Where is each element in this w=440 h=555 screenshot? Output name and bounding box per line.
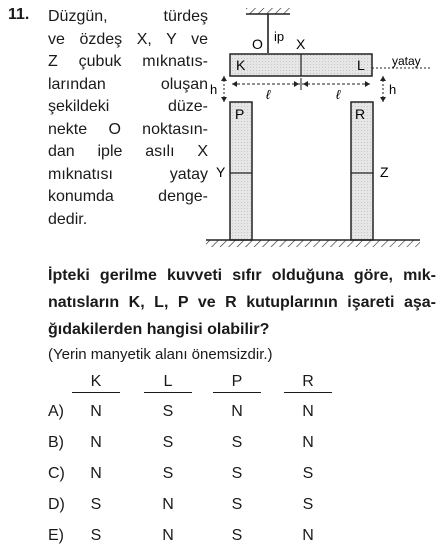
- question-line: dedir.: [48, 210, 88, 228]
- answer-table: [40, 373, 340, 552]
- option-value: S: [231, 496, 243, 513]
- question-line: ve özdeş X, Y ve: [48, 30, 208, 48]
- option-value: S: [302, 496, 314, 513]
- magnet-x: [230, 54, 372, 76]
- option-value: S: [231, 527, 243, 544]
- option-label: A): [48, 403, 64, 420]
- question-line: Z çubuk mıknatıs-: [48, 53, 208, 70]
- question-line: şekildeki düze-: [48, 98, 208, 115]
- column-header-r: R: [284, 373, 332, 393]
- question-line: mıknatısı yatay: [48, 165, 208, 183]
- point-o-label: O: [252, 36, 263, 52]
- length-right-label: ℓ: [336, 87, 341, 102]
- answer-header-row: [40, 373, 340, 397]
- option-value: S: [302, 465, 314, 482]
- gap-h-right-label: h: [389, 82, 397, 97]
- option-value: N: [302, 403, 314, 420]
- question-line: nekte O noktasın-: [48, 120, 208, 138]
- ceiling-support: [246, 8, 290, 14]
- magnet-z: [351, 102, 373, 240]
- rope-label: ip: [274, 29, 285, 44]
- question-text: [48, 6, 208, 231]
- answer-option-a[interactable]: [40, 397, 340, 428]
- option-value: N: [302, 527, 314, 544]
- question-number: 11.: [8, 6, 30, 23]
- prompt-line: natısların K, L, P ve R kutuplarının işareti aşa-: [48, 294, 436, 311]
- gap-h-left-label: h: [210, 82, 218, 97]
- option-label: D): [48, 496, 65, 513]
- option-label: E): [48, 527, 64, 544]
- option-label: C): [48, 465, 65, 482]
- option-value: N: [302, 434, 314, 451]
- magnet-y: [230, 102, 252, 240]
- option-value: N: [162, 496, 174, 513]
- option-value: S: [231, 434, 243, 451]
- question-note: (Yerin manyetik alanı önemsizdir.): [48, 346, 273, 363]
- gap-h-left-marker: [221, 76, 227, 102]
- column-header-k: K: [72, 373, 120, 393]
- question-line: konumda denge-: [48, 188, 208, 205]
- option-label: B): [48, 434, 64, 451]
- option-value: N: [90, 434, 102, 451]
- column-header-p: P: [213, 373, 261, 393]
- ground-surface: [206, 240, 420, 247]
- pole-r-label: R: [355, 106, 366, 122]
- column-header-l: L: [144, 373, 192, 393]
- length-left-label: ℓ: [266, 87, 271, 102]
- option-value: S: [162, 434, 174, 451]
- question-line: larından oluşan: [48, 75, 208, 93]
- length-dimension: [232, 78, 370, 90]
- option-value: S: [90, 496, 102, 513]
- magnet-setup-figure: [198, 0, 440, 255]
- gap-h-right-marker: [380, 76, 386, 102]
- horizontal-label: yatay: [392, 54, 421, 68]
- pole-l-label: L: [357, 57, 365, 73]
- prompt-line: ğıdakilerden hangisi olabilir?: [48, 321, 270, 338]
- answer-option-d[interactable]: [40, 490, 340, 521]
- option-value: S: [162, 465, 174, 482]
- answer-option-e[interactable]: [40, 521, 340, 552]
- option-value: S: [90, 527, 102, 544]
- option-value: N: [90, 465, 102, 482]
- option-value: S: [162, 403, 174, 420]
- answer-option-b[interactable]: [40, 428, 340, 459]
- prompt-line: İpteki gerilme kuvveti sıfır olduğuna göre, mık-: [48, 267, 436, 284]
- magnet-z-label: Z: [380, 164, 389, 180]
- option-value: N: [162, 527, 174, 544]
- question-line: Düzgün, türdeş: [48, 8, 208, 25]
- pole-p-label: P: [235, 106, 245, 122]
- question-line: dan iple asılı X: [48, 143, 208, 160]
- question-prompt: [48, 262, 436, 343]
- pole-k-label: K: [236, 57, 246, 73]
- magnet-x-label: X: [296, 36, 306, 52]
- option-value: N: [90, 403, 102, 420]
- magnet-y-label: Y: [216, 164, 226, 180]
- answer-option-c[interactable]: [40, 459, 340, 490]
- option-value: N: [231, 403, 243, 420]
- option-value: S: [231, 465, 243, 482]
